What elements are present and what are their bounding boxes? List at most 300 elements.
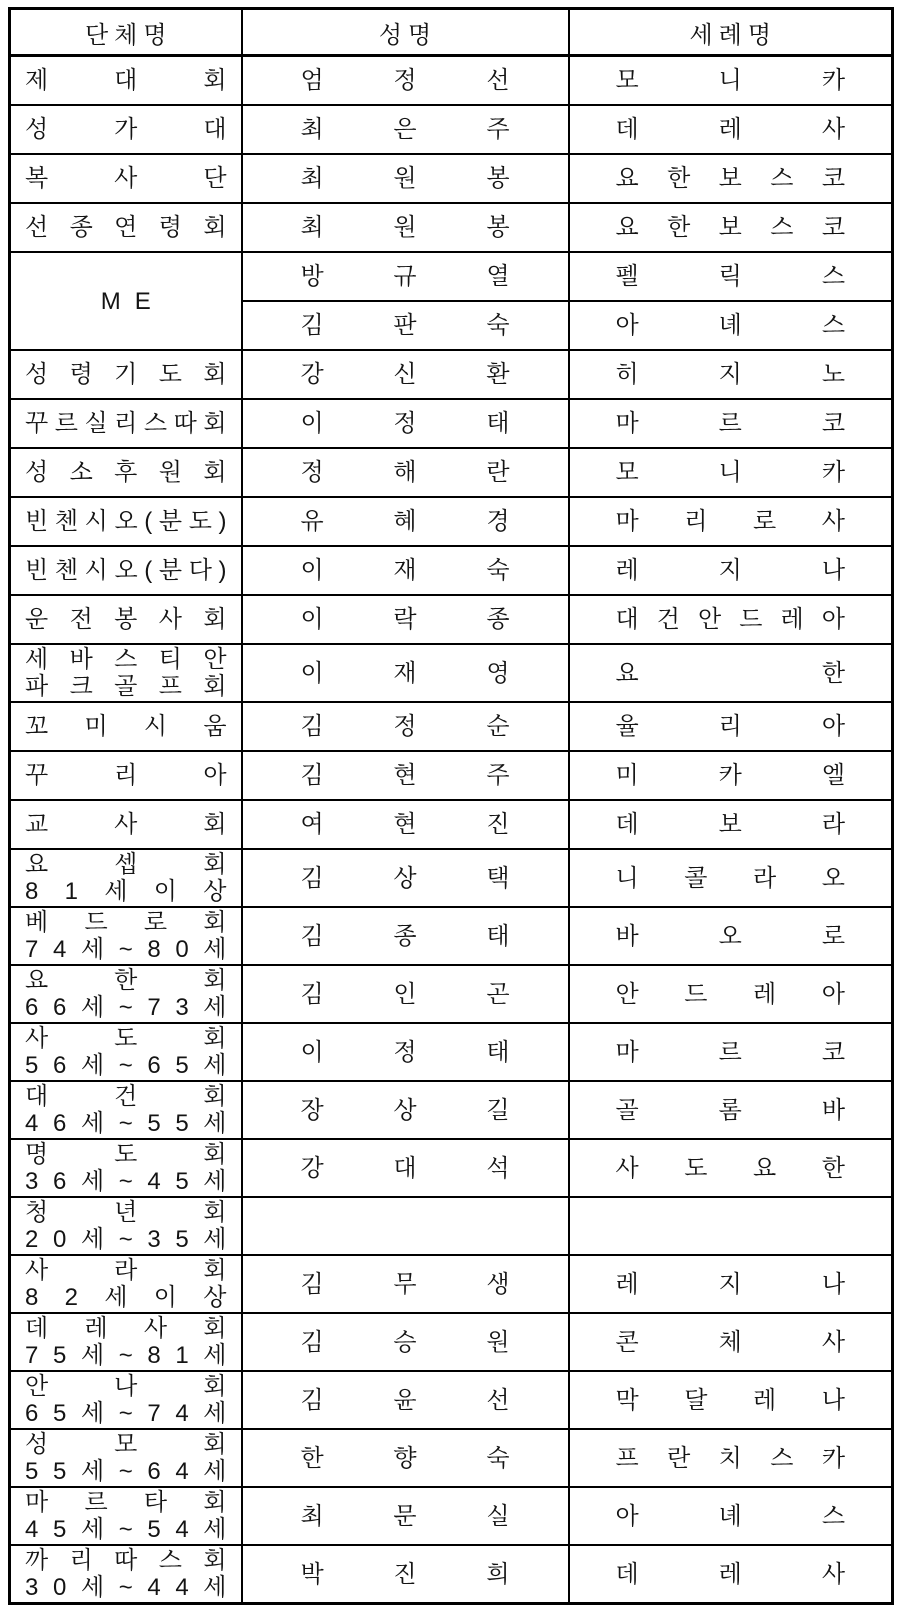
table-row [10, 751, 893, 800]
cell-char: 8 [147, 936, 161, 963]
cell-char: 로 [753, 508, 777, 535]
cell-text [11, 67, 241, 94]
cell-text [570, 1271, 892, 1298]
cell-char: 레 [615, 1270, 639, 1298]
cell-char: 티 [158, 646, 182, 673]
cell-char: 복 [25, 165, 49, 192]
name-cell [242, 1313, 569, 1371]
table-row [10, 1545, 893, 1604]
cell-char: 마 [615, 508, 639, 535]
cell-char: 미 [615, 762, 639, 789]
group-lines [11, 967, 241, 1021]
cell-char: 스 [770, 165, 794, 192]
cell-text [11, 1110, 241, 1137]
cell-text [243, 361, 568, 388]
cell-char: 도 [158, 361, 182, 388]
cell-char: 숙 [486, 312, 510, 339]
baptismal-cell [569, 702, 893, 751]
cell-char: ) [218, 508, 227, 535]
cell-char: 코 [821, 410, 845, 437]
cell-char: 이 [153, 1284, 177, 1311]
cell-char: 레 [718, 116, 742, 143]
cell-text [11, 878, 241, 905]
baptismal-cell [569, 154, 893, 203]
baptismal-cell [569, 56, 893, 106]
cell-char: 성 [25, 459, 49, 486]
cell-char: 요 [615, 214, 639, 241]
name-cell [242, 546, 569, 595]
cell-char: 녜 [718, 312, 742, 339]
name-cell [242, 399, 569, 448]
cell-char: ( [144, 557, 153, 584]
cell-char: 후 [114, 459, 138, 486]
name-cell [242, 203, 569, 252]
baptismal-cell [569, 644, 893, 702]
cell-text [243, 1329, 568, 1356]
cell-char: 윤 [393, 1386, 417, 1414]
cell-char: 실 [486, 1502, 510, 1530]
group-lines [11, 67, 241, 94]
cell-char: 소 [69, 459, 93, 486]
cell-char: 모 [615, 67, 639, 94]
cell-text [11, 508, 241, 535]
cell-char: 이 [153, 878, 177, 905]
cell-char: 년 [114, 1199, 138, 1226]
cell-text [11, 1257, 241, 1284]
group-cell [10, 849, 242, 907]
cell-text [243, 263, 568, 290]
cell-char: 성 [25, 1431, 49, 1458]
cell-char: 김 [300, 713, 324, 740]
baptismal-cell [569, 399, 893, 448]
cell-char: 회 [203, 1431, 227, 1458]
cell-char: 카 [821, 459, 845, 486]
cell-char: 보 [718, 811, 742, 838]
cell-char: 한 [821, 1154, 845, 1182]
cell-char: 회 [203, 811, 227, 838]
parish-group-roster-table [8, 7, 894, 1605]
cell-char: ( [144, 508, 153, 535]
cell-char: 김 [300, 864, 324, 892]
cell-char: 세 [203, 1168, 227, 1195]
table-row [10, 1081, 893, 1139]
cell-char: 따 [173, 410, 197, 437]
cell-char: 5 [175, 1168, 189, 1195]
cell-char: 정 [393, 713, 417, 740]
name-cell [242, 1255, 569, 1313]
cell-text [11, 1284, 241, 1311]
cell-char: 지 [718, 557, 742, 584]
cell-char: 세 [203, 1110, 227, 1137]
cell-text [11, 1226, 241, 1253]
cell-char: 세 [80, 1110, 105, 1137]
group-lines [11, 1083, 241, 1137]
cell-char: 스 [158, 1547, 182, 1574]
cell-char: 세 [80, 936, 105, 963]
cell-char: 르 [718, 410, 742, 437]
baptismal-cell [569, 965, 893, 1023]
cell-char: 세 [80, 1342, 105, 1369]
group-cell [10, 644, 242, 702]
group-cell [10, 1081, 242, 1139]
cell-text [11, 1431, 241, 1458]
cell-char: 원 [486, 1328, 510, 1356]
group-cell [10, 350, 242, 399]
cell-char: 유 [300, 508, 324, 535]
cell-char: ~ [118, 1458, 133, 1485]
cell-char: 니 [718, 67, 742, 94]
cell-char: 6 [52, 1168, 67, 1195]
cell-char: 요 [753, 1154, 777, 1182]
cell-char: 교 [25, 811, 49, 838]
name-cell [242, 56, 569, 106]
group-cell [10, 702, 242, 751]
cell-char: 파 [25, 673, 49, 700]
cell-text [570, 361, 892, 388]
cell-text [243, 1503, 568, 1530]
group-cell [10, 800, 242, 849]
cell-char: 김 [300, 922, 324, 950]
cell-char: 첸 [54, 508, 78, 535]
cell-char: 연 [114, 214, 138, 241]
cell-text [570, 1097, 892, 1124]
cell-char: 진 [486, 811, 510, 838]
cell-char: 2 [25, 1226, 39, 1253]
cell-char: 김 [300, 312, 324, 339]
cell-char: 열 [486, 263, 510, 290]
cell-text [570, 713, 892, 740]
baptismal-cell [569, 546, 893, 595]
cell-char: 한 [821, 659, 845, 687]
cell-char: 데 [615, 1560, 639, 1588]
baptismal-cell [569, 1313, 893, 1371]
cell-char: 막 [615, 1386, 639, 1414]
cell-char: 로 [143, 909, 168, 936]
name-cell [242, 1487, 569, 1545]
baptismal-cell [569, 252, 893, 301]
cell-char: 스 [143, 410, 168, 437]
baptismal-cell [569, 1081, 893, 1139]
table-row [10, 907, 893, 965]
group-lines [11, 410, 241, 437]
cell-text [11, 909, 241, 936]
table-row [10, 546, 893, 595]
cell-char: 모 [114, 1431, 138, 1458]
cell-char: 이 [300, 410, 324, 437]
name-cell [242, 154, 569, 203]
cell-char: 5 [52, 1342, 67, 1369]
cell-char: 프 [615, 1444, 639, 1472]
cell-text [11, 1141, 241, 1168]
cell-char: 스 [770, 214, 794, 241]
name-cell [242, 849, 569, 907]
header-row [10, 9, 893, 56]
cell-char: 리 [69, 1547, 93, 1574]
cell-char: 레 [753, 980, 777, 1008]
cell-text [570, 606, 892, 633]
cell-char: 회 [203, 967, 227, 994]
cell-text [243, 981, 568, 1008]
name-cell [242, 644, 569, 702]
group-lines [11, 165, 241, 192]
cell-char: 봉 [486, 214, 510, 241]
cell-char: 리 [718, 713, 742, 740]
cell-text [570, 762, 892, 789]
cell-text [11, 1168, 241, 1195]
cell-text [11, 762, 241, 789]
cell-char: 코 [821, 165, 845, 192]
cell-text [570, 865, 892, 892]
cell-char: 인 [393, 980, 417, 1008]
cell-char: 방 [300, 263, 324, 290]
cell-char: 8 [147, 1342, 161, 1369]
cell-char: 회 [203, 1257, 227, 1284]
cell-char: 롬 [718, 1096, 742, 1124]
cell-char: 베 [25, 909, 49, 936]
cell-text [243, 459, 568, 486]
name-cell [242, 1197, 569, 1255]
cell-char: 현 [393, 762, 417, 789]
baptismal-cell [569, 105, 893, 154]
cell-char: 리 [684, 508, 708, 535]
cell-char: 5 [25, 1458, 39, 1485]
baptismal-cell [569, 1255, 893, 1313]
cell-char: 카 [821, 1444, 845, 1472]
table-row [10, 1487, 893, 1545]
cell-char: 사 [114, 811, 138, 838]
cell-char: 김 [300, 1328, 324, 1356]
cell-char: 로 [821, 922, 845, 950]
group-cell [10, 154, 242, 203]
cell-char: 사 [821, 508, 845, 535]
cell-char: 주 [486, 116, 510, 143]
group-lines [11, 459, 241, 486]
cell-char: 마 [615, 410, 639, 437]
cell-char: 세 [203, 1458, 227, 1485]
cell-char: 시 [143, 713, 168, 740]
cell-char: 안 [25, 1373, 49, 1400]
cell-char: 보 [718, 165, 742, 192]
table-row [10, 644, 893, 702]
cell-text [570, 1503, 892, 1530]
cell-char: 기 [114, 361, 138, 388]
cell-text [11, 214, 241, 241]
cell-text [243, 67, 568, 94]
cell-char: 이 [300, 606, 324, 633]
cell-char: 오 [718, 922, 742, 950]
cell-char: 바 [615, 922, 639, 950]
group-cell [10, 497, 242, 546]
group-lines [11, 288, 241, 315]
cell-char: 도 [684, 1154, 708, 1182]
cell-char: 크 [69, 673, 93, 700]
cell-char: 6 [147, 1458, 161, 1485]
cell-text [11, 851, 241, 878]
cell-text [243, 660, 568, 687]
name-cell [242, 1081, 569, 1139]
cell-char: 분 [158, 508, 183, 535]
cell-text [570, 410, 892, 437]
cell-char: 골 [114, 673, 138, 700]
cell-text [570, 1445, 892, 1472]
cell-char: 회 [203, 909, 227, 936]
group-lines [11, 851, 241, 905]
cell-text [11, 811, 241, 838]
cell-text [243, 410, 568, 437]
cell-char: 스 [821, 312, 845, 339]
cell-char: 4 [25, 1110, 39, 1137]
cell-char: 6 [52, 994, 67, 1021]
cell-text [570, 116, 892, 143]
cell-char: 분 [158, 557, 183, 584]
cell-text [11, 1083, 241, 1110]
table-row [10, 1371, 893, 1429]
cell-char: 회 [203, 851, 227, 878]
cell-text [11, 459, 241, 486]
cell-text [243, 713, 568, 740]
cell-char: 6 [147, 1052, 161, 1079]
cell-char: 세 [80, 1574, 105, 1601]
cell-text [570, 214, 892, 241]
cell-char: 영 [486, 659, 510, 687]
baptismal-cell [569, 1023, 893, 1081]
cell-char: 회 [203, 1141, 227, 1168]
cell-text [11, 1199, 241, 1226]
cell-char: 나 [821, 557, 845, 584]
baptismal-cell [569, 301, 893, 350]
cell-char: 바 [69, 646, 93, 673]
name-cell [242, 105, 569, 154]
cell-text [11, 936, 241, 963]
group-lines [11, 116, 241, 143]
group-cell [10, 1313, 242, 1371]
cell-char: 아 [821, 713, 845, 740]
group-cell [10, 203, 242, 252]
cell-char: 희 [486, 1560, 510, 1588]
cell-char: 안 [698, 606, 722, 633]
cell-char: 사 [821, 1328, 845, 1356]
cell-char: 명 [25, 1141, 49, 1168]
cell-char: 한 [114, 967, 138, 994]
cell-char: 이 [300, 659, 324, 687]
cell-char: 성 [25, 116, 49, 143]
cell-text [11, 713, 241, 740]
group-lines [11, 1199, 241, 1253]
cell-char: 숙 [486, 1444, 510, 1472]
cell-char: 니 [718, 459, 742, 486]
cell-text [570, 508, 892, 535]
table-row [10, 1023, 893, 1081]
cell-text [570, 1039, 892, 1066]
cell-text [243, 762, 568, 789]
cell-char: 회 [203, 1025, 227, 1052]
cell-text [11, 1052, 241, 1079]
table-row [10, 1313, 893, 1371]
cell-text [243, 1445, 568, 1472]
cell-char: ~ [118, 936, 133, 963]
baptismal-cell [569, 907, 893, 965]
cell-char: 환 [486, 361, 510, 388]
cell-text [570, 67, 892, 94]
group-lines [11, 1547, 241, 1601]
baptismal-cell [569, 1545, 893, 1604]
cell-char: 혜 [393, 508, 417, 535]
cell-char: 프 [158, 673, 182, 700]
cell-char: 문 [393, 1502, 417, 1530]
table-row [10, 965, 893, 1023]
cell-char: 강 [300, 361, 324, 388]
cell-char: 세 [203, 994, 227, 1021]
baptismal-cell [569, 350, 893, 399]
group-cell [10, 1545, 242, 1604]
cell-char: 치 [718, 1444, 742, 1472]
cell-char: 4 [25, 1516, 39, 1543]
group-lines [11, 646, 241, 700]
cell-text [11, 1458, 241, 1485]
baptismal-cell [569, 1487, 893, 1545]
cell-char: 타 [143, 1489, 168, 1516]
cell-char: 카 [821, 67, 845, 94]
cell-char: 회 [203, 410, 227, 437]
cell-char: 주 [486, 762, 510, 789]
group-lines [11, 1489, 241, 1543]
name-cell [242, 800, 569, 849]
cell-char: 무 [393, 1270, 417, 1298]
table-row [10, 154, 893, 203]
baptismal-cell [569, 751, 893, 800]
cell-char: 선 [486, 1386, 510, 1414]
cell-char: 보 [718, 214, 742, 241]
cell-char: 8 [25, 878, 39, 905]
cell-char: 정 [393, 67, 417, 94]
cell-char: 청 [25, 1199, 49, 1226]
table-row [10, 497, 893, 546]
group-lines [11, 1431, 241, 1485]
name-cell [242, 702, 569, 751]
cell-char: 4 [175, 1574, 189, 1601]
baptismal-cell [569, 849, 893, 907]
cell-text [243, 165, 568, 192]
cell-char: 종 [69, 214, 93, 241]
cell-char: 데 [615, 811, 639, 838]
cell-char: 드 [684, 980, 708, 1008]
cell-char: 마 [25, 1489, 49, 1516]
cell-char: 전 [69, 606, 93, 633]
group-cell [10, 595, 242, 644]
cell-text [11, 1342, 241, 1369]
cell-char: 리 [114, 762, 138, 789]
cell-char: 요 [615, 659, 639, 687]
cell-text [243, 865, 568, 892]
cell-char: 김 [300, 762, 324, 789]
group-lines [11, 1025, 241, 1079]
name-cell [242, 497, 569, 546]
cell-char: 6 [52, 1052, 67, 1079]
table-row [10, 595, 893, 644]
group-lines [11, 361, 241, 388]
cell-char: 김 [300, 1270, 324, 1298]
cell-char: 성 [25, 361, 49, 388]
cell-char: ~ [118, 1342, 133, 1369]
cell-text [11, 410, 241, 437]
cell-char: 0 [52, 1226, 67, 1253]
baptismal-cell [569, 448, 893, 497]
group-lines [11, 1373, 241, 1427]
table-row [10, 849, 893, 907]
cell-char: ~ [118, 1516, 133, 1543]
table-body [10, 56, 893, 1604]
baptismal-cell [569, 1371, 893, 1429]
